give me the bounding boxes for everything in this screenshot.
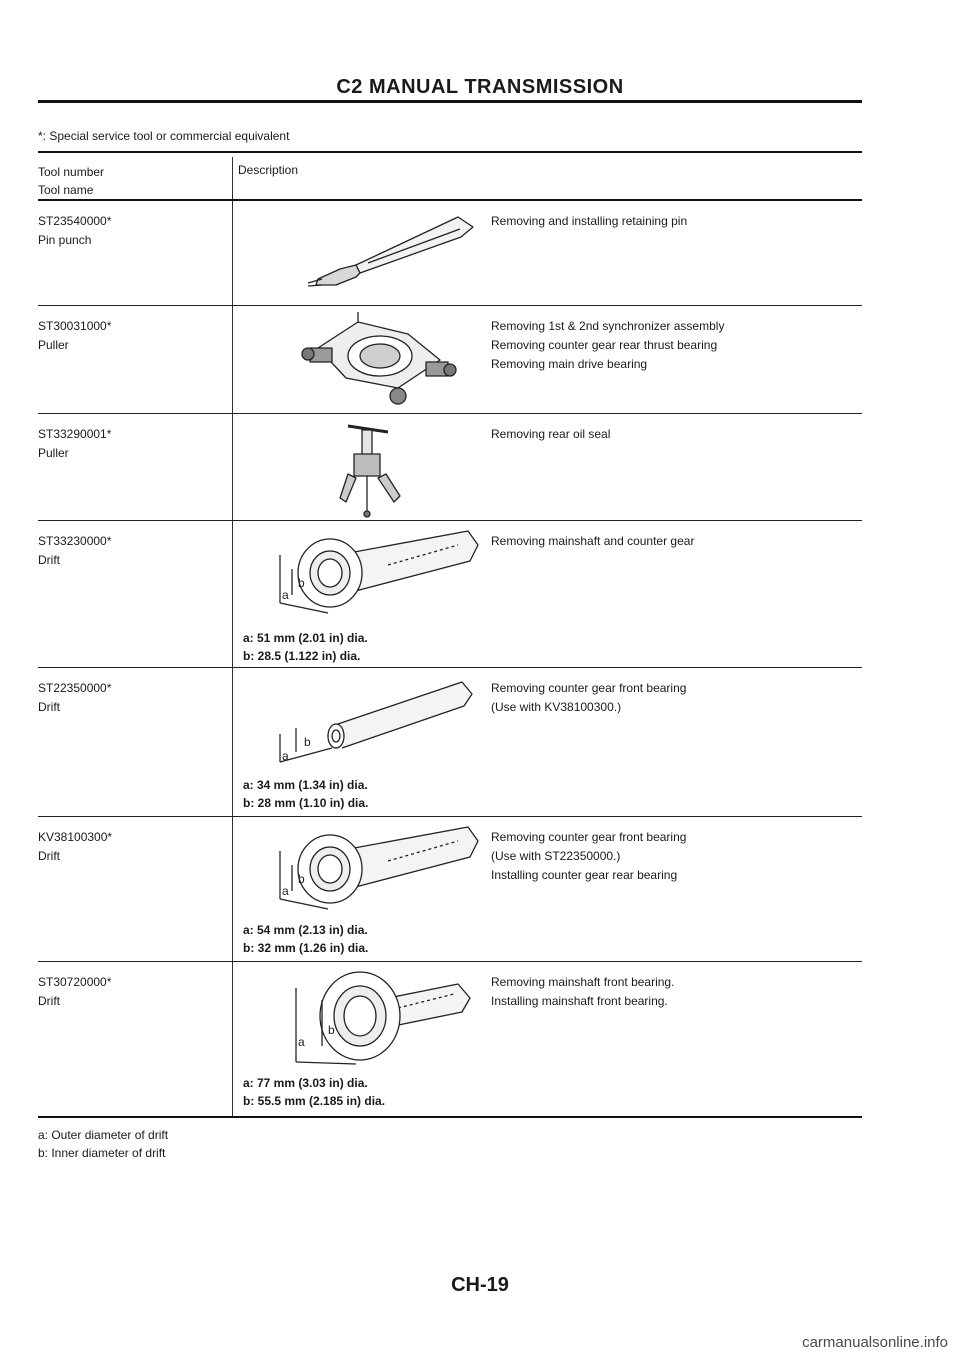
column-divider	[232, 306, 233, 413]
tool-id-cell	[38, 679, 111, 717]
table-row-st30720000	[38, 962, 862, 1116]
use-line: Removing 1st & 2nd synchronizer assembly	[491, 319, 725, 333]
tool-table	[38, 151, 862, 1118]
page-number: CH-19	[451, 1274, 509, 1296]
dimension-line: a: 51 mm (2.01 in) dia.	[243, 631, 368, 645]
column-divider	[232, 962, 233, 1116]
header-description: Description	[238, 163, 299, 177]
svg-text:a: a	[282, 588, 289, 602]
use-line: Removing mainshaft and counter gear	[491, 534, 695, 548]
use-line: Removing counter gear front bearing	[491, 681, 687, 695]
use-line: Installing counter gear rear bearing	[491, 868, 678, 882]
use-line: Removing counter gear rear thrust bearing	[491, 338, 718, 352]
watermark: carmanualsonline.info	[802, 1334, 948, 1351]
tool-number: ST33230000*	[38, 534, 112, 548]
dimension-line: a: 54 mm (2.13 in) dia.	[243, 923, 368, 937]
tool-dimensions	[243, 629, 368, 665]
tool-name: Pin punch	[38, 233, 92, 247]
tool-uses	[491, 973, 674, 1011]
drift-icon	[248, 821, 488, 919]
tool-dimensions	[243, 776, 368, 812]
use-line: Removing and installing retaining pin	[491, 214, 688, 228]
tool-number: ST30720000*	[38, 975, 112, 989]
column-divider	[232, 668, 233, 816]
tool-uses	[491, 679, 686, 717]
tool-uses	[491, 425, 610, 444]
column-divider	[232, 201, 233, 305]
bearing-puller-icon	[248, 308, 488, 412]
column-divider	[232, 521, 233, 667]
tool-name: Drift	[38, 849, 60, 863]
tool-dimensions	[243, 1074, 385, 1110]
tool-id-cell	[38, 212, 111, 250]
table-row-st33230000	[38, 521, 862, 667]
tool-number: ST30031000*	[38, 319, 112, 333]
header-tool-name: Tool name	[38, 183, 94, 197]
column-divider	[232, 414, 233, 520]
tool-uses	[491, 212, 687, 231]
legend-line: a: Outer diameter of drift	[38, 1128, 169, 1142]
special-tool-note: *: Special service tool or commercial equivalent	[38, 129, 290, 143]
header-tool-number: Tool number	[38, 165, 105, 179]
tool-name: Puller	[38, 338, 69, 352]
tool-uses	[491, 532, 694, 551]
seal-puller-icon	[248, 416, 488, 518]
table-header	[38, 153, 862, 199]
svg-text:b: b	[298, 576, 305, 590]
use-line: Installing mainshaft front bearing.	[491, 994, 668, 1008]
tool-id-cell	[38, 425, 111, 463]
tool-name: Drift	[38, 700, 60, 714]
svg-text:a: a	[282, 749, 289, 763]
pin-punch-icon	[248, 205, 488, 301]
tool-number: ST23540000*	[38, 214, 112, 228]
svg-text:b: b	[298, 872, 305, 886]
table-row-st33290001	[38, 414, 862, 520]
drift-slim-icon	[248, 672, 488, 772]
tool-number: ST22350000*	[38, 681, 112, 695]
dimension-line: b: 28 mm (1.10 in) dia.	[243, 796, 369, 810]
tool-name: Drift	[38, 994, 60, 1008]
use-line: (Use with KV38100300.)	[491, 700, 622, 714]
table-bottom-rule	[38, 1116, 862, 1118]
drift-icon	[248, 525, 488, 625]
dimension-line: a: 34 mm (1.34 in) dia.	[243, 778, 368, 792]
svg-text:a: a	[282, 884, 289, 898]
dimension-line: b: 55.5 mm (2.185 in) dia.	[243, 1094, 386, 1108]
use-line: Removing mainshaft front bearing.	[491, 975, 675, 989]
tool-number: KV38100300*	[38, 830, 113, 844]
title-rule	[38, 100, 862, 103]
column-divider	[232, 817, 233, 961]
tool-dimensions	[243, 921, 368, 957]
table-row-kv38100300	[38, 817, 862, 961]
tool-id-cell	[38, 973, 111, 1011]
use-line: Removing main drive bearing	[491, 357, 648, 371]
drift-legend	[38, 1126, 168, 1162]
table-row-st23540000	[38, 201, 862, 305]
dimension-line: b: 28.5 (1.122 in) dia.	[243, 649, 361, 663]
table-row-st30031000	[38, 306, 862, 413]
use-line: (Use with ST22350000.)	[491, 849, 621, 863]
legend-line: b: Inner diameter of drift	[38, 1146, 166, 1160]
dimension-line: b: 32 mm (1.26 in) dia.	[243, 941, 369, 955]
tool-id-cell	[38, 317, 111, 355]
header-tool-column	[38, 163, 104, 199]
drift-large-icon	[248, 966, 488, 1070]
tool-id-cell	[38, 532, 111, 570]
tool-name: Puller	[38, 446, 69, 460]
header-divider	[232, 157, 233, 199]
tool-uses	[491, 317, 724, 374]
table-row-st22350000	[38, 668, 862, 816]
tool-number: ST33290001*	[38, 427, 112, 441]
svg-text:b: b	[328, 1023, 335, 1037]
tool-id-cell	[38, 828, 112, 866]
page-title: C2 MANUAL TRANSMISSION	[336, 76, 624, 98]
svg-text:a: a	[298, 1035, 305, 1049]
dimension-line: a: 77 mm (3.03 in) dia.	[243, 1076, 368, 1090]
use-line: Removing rear oil seal	[491, 427, 611, 441]
tool-name: Drift	[38, 553, 60, 567]
tool-uses	[491, 828, 686, 885]
use-line: Removing counter gear front bearing	[491, 830, 687, 844]
svg-text:b: b	[304, 735, 311, 749]
